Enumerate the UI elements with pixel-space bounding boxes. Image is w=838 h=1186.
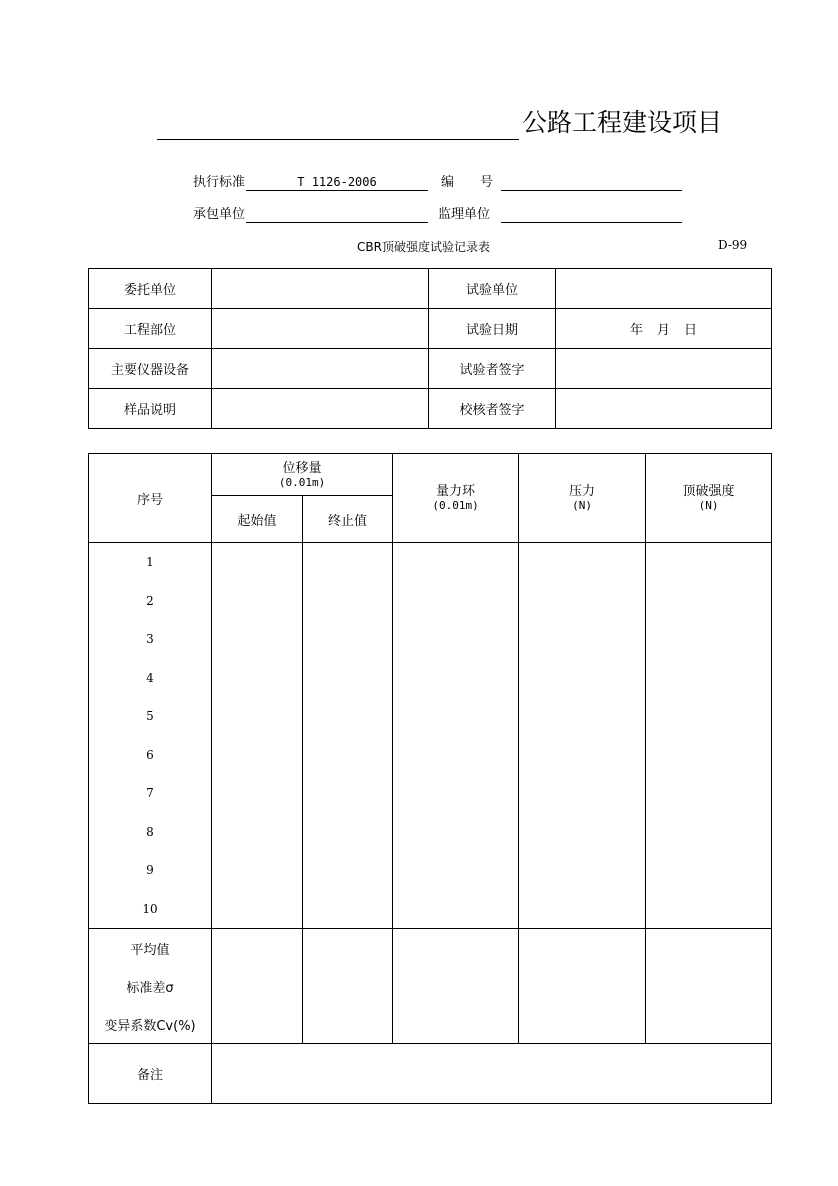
checker-sign-label: 校核者签字: [429, 389, 556, 429]
sample-desc-label: 样品说明: [89, 389, 212, 429]
ring-values-cell[interactable]: [393, 543, 519, 929]
std-dev-label: 标准差σ: [126, 980, 174, 996]
page-title: 公路工程建设项目: [522, 108, 723, 137]
title-underline: [157, 139, 519, 140]
start-stats-cell[interactable]: [212, 929, 303, 1044]
test-date-label: 试验日期: [429, 309, 556, 349]
exec-std-field[interactable]: T 1126-2006: [246, 174, 428, 191]
col-seq-header: 序号: [89, 454, 212, 543]
col-start-header: 起始值: [212, 496, 303, 543]
row-numbers-cell: [89, 543, 212, 929]
data-rows: [89, 543, 772, 929]
exec-std-label: 执行标准: [193, 175, 246, 190]
row-number: 10: [142, 901, 158, 916]
sample-desc-field[interactable]: [212, 389, 429, 429]
data-table: [88, 453, 772, 1104]
stats-labels: [89, 929, 211, 1043]
test-date-field[interactable]: [556, 309, 772, 349]
remarks-field[interactable]: [212, 1044, 772, 1104]
row-number: 2: [146, 593, 154, 608]
row-number: 5: [146, 709, 154, 724]
date-day: 日: [684, 323, 698, 338]
pressure-unit: (N): [572, 499, 592, 512]
form-code: D-99: [718, 238, 748, 252]
col-disp-header: [212, 454, 393, 496]
disp-label: 位移量: [282, 460, 322, 476]
mean-label: 平均值: [130, 942, 170, 958]
end-stats-cell[interactable]: [303, 929, 393, 1044]
row-number: 6: [146, 747, 154, 762]
ring-unit: (0.01m): [432, 499, 479, 512]
equipment-label: 主要仪器设备: [89, 349, 212, 389]
ring-stats-cell[interactable]: [393, 929, 519, 1044]
row-numbers: [89, 543, 211, 928]
table-row: [89, 349, 772, 389]
row-number: 7: [146, 786, 154, 801]
project-part-label: 工程部位: [89, 309, 212, 349]
form-title: CBR顶破强度试验记录表: [357, 240, 490, 254]
number-field[interactable]: [501, 174, 682, 191]
tester-sign-label: 试验者签字: [429, 349, 556, 389]
stats-rows: [89, 929, 772, 1044]
strength-values-cell[interactable]: [646, 543, 772, 929]
strength-stats-cell[interactable]: [646, 929, 772, 1044]
col-pressure-header: [519, 454, 646, 543]
table-row: [89, 309, 772, 349]
row-number: 4: [146, 670, 154, 685]
number-label: 编 号: [441, 175, 494, 190]
test-unit-field[interactable]: [556, 269, 772, 309]
client-field[interactable]: [212, 269, 429, 309]
col-ring-header: [393, 454, 519, 543]
table-row: [89, 269, 772, 309]
cv-label: 变异系数Cv(%): [104, 1018, 196, 1034]
project-part-field[interactable]: [212, 309, 429, 349]
supervisor-field[interactable]: [501, 206, 682, 223]
stats-labels-cell: [89, 929, 212, 1044]
pressure-values-cell[interactable]: [519, 543, 646, 929]
start-values-cell[interactable]: [212, 543, 303, 929]
row-number: 3: [146, 632, 154, 647]
row-number: 1: [146, 555, 154, 570]
strength-label: 顶破强度: [682, 484, 735, 499]
contractor-label: 承包单位: [193, 207, 246, 222]
ring-label: 量力环: [436, 484, 476, 499]
header-row: [89, 454, 772, 496]
test-unit-label: 试验单位: [429, 269, 556, 309]
contractor-field[interactable]: [246, 206, 428, 223]
col-strength-header: [646, 454, 772, 543]
strength-unit: (N): [698, 499, 719, 512]
table-row: [89, 389, 772, 429]
remarks-row: [89, 1044, 772, 1104]
tester-sign-field[interactable]: [556, 349, 772, 389]
client-label: 委托单位: [89, 269, 212, 309]
remarks-label: 备注: [89, 1044, 212, 1104]
pressure-label: 压力: [569, 484, 596, 499]
disp-unit: (0.01m): [278, 475, 326, 489]
end-values-cell[interactable]: [303, 543, 393, 929]
equipment-field[interactable]: [212, 349, 429, 389]
row-number: 9: [146, 863, 154, 878]
date-year: 年: [629, 323, 643, 338]
supervisor-label: 监理单位: [438, 207, 491, 222]
info-table: [88, 268, 772, 429]
pressure-stats-cell[interactable]: [519, 929, 646, 1044]
row-number: 8: [146, 824, 154, 839]
date-month: 月: [656, 323, 670, 338]
col-end-header: 终止值: [303, 496, 393, 543]
checker-sign-field[interactable]: [556, 389, 772, 429]
